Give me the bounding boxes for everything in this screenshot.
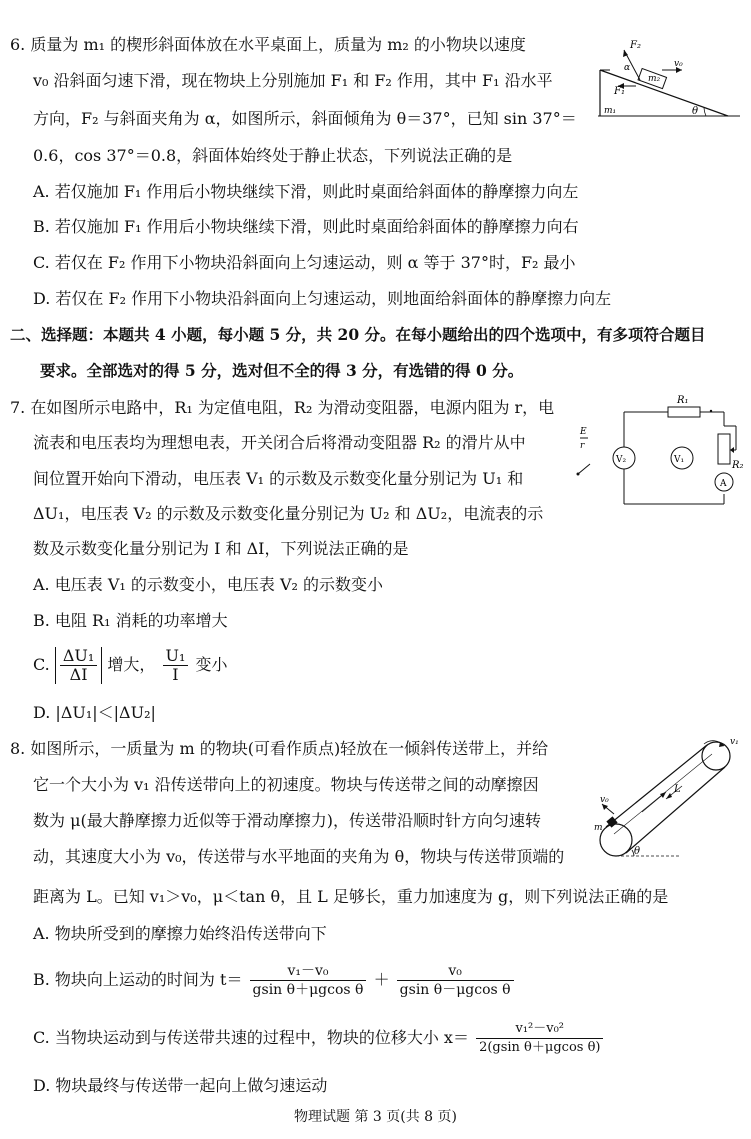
q6-option-a: A. 若仅施加 F₁ 作用后小物块继续下滑，则此时桌面给斜面体的静摩擦力向左 — [33, 182, 579, 201]
q8-stem-line-1: 8. 如图所示，一质量为 m 的物块(可看作质点)轻放在一倾斜传送带上，并给 — [10, 739, 549, 758]
q7-stem-line-4: ΔU₁，电压表 V₂ 的示数及示数变化量分别记为 U₂ 和 ΔU₂，电流表的示 — [33, 504, 544, 523]
section-2-heading-line-1: 二、选择题：本题共 4 小题，每小题 5 分，共 20 分。在每小题给出的四个选项中，有多项符合题目 — [10, 325, 706, 344]
q7-c-frac1-den: ΔI — [69, 665, 88, 684]
q7-stem-line-5: 数及示数变化量分别记为 I 和 ΔI，下列说法正确的是 — [33, 539, 409, 558]
fig-label-v2: V₂ — [616, 455, 627, 465]
q8-option-c-prefix: C. 当物块运动到与传送带共速的过程中，物块的位移大小 x＝ — [33, 1028, 469, 1047]
q7-stem-line-1: 7. 在如图所示电路中，R₁ 为定值电阻，R₂ 为滑动变阻器，电源内阻为 r，电 — [10, 398, 555, 417]
q8-option-b-plus: ＋ — [373, 970, 390, 989]
q8-stem-line-2: 它一个大小为 v₁ 沿传送带向上的初速度。物块与传送带之间的动摩擦因 — [33, 775, 539, 794]
q8-stem-line-4: 动，其速度大小为 v₀，传送带与水平地面的夹角为 θ，物块与传送带顶端的 — [33, 847, 565, 866]
fig-label-ammeter: A — [720, 479, 727, 489]
fig-label-e: E — [580, 427, 587, 437]
q8-option-b-prefix: B. 物块向上运动的时间为 t＝ — [33, 970, 243, 989]
fig-label-v0: v₀ — [600, 795, 609, 805]
q8-b-frac2-num: v₀ — [397, 962, 514, 981]
q6-option-c: C. 若仅在 F₂ 作用下小物块沿斜面向上匀速运动，则 α 等于 37°时，F₂ 最小 — [33, 253, 576, 272]
page-footer: 物理试题 第 3 页(共 8 页) — [294, 1109, 457, 1125]
q8-stem-line-3: 数为 μ(最大静摩擦力近似等于滑动摩擦力)，传送带沿顺时针方向匀速转 — [33, 811, 541, 830]
fig-label-l: L — [674, 784, 681, 795]
q6-option-d: D. 若仅在 F₂ 作用下小物块沿斜面向上匀速运动，则地面给斜面体的静摩擦力向左 — [33, 289, 612, 308]
q8-stem-line-5: 距离为 L。已知 v₁＞v₀，μ＜tan θ，且 L 足够长，重力加速度为 g，则下列说法正确的是 — [33, 887, 669, 906]
q7-c-frac2-den: I — [172, 665, 179, 684]
q7-c-frac2-num: U₁ — [163, 647, 189, 666]
q8-b-frac1-num: v₁－v₀ — [250, 962, 367, 981]
fig-label-m: m — [594, 823, 603, 833]
q7-option-b: B. 电阻 R₁ 消耗的功率增大 — [33, 611, 228, 630]
q7-option-a: A. 电压表 V₁ 的示数变小，电压表 V₂ 的示数变小 — [33, 575, 384, 594]
fig-label-theta: θ — [634, 846, 641, 857]
q7-option-c-mid: 增大， — [107, 655, 156, 674]
fig-label-v0: v₀ — [674, 59, 683, 69]
fig-label-f2: F₂ — [630, 40, 641, 51]
q8-option-a: A. 物块所受到的摩擦力始终沿传送带向下 — [33, 924, 327, 943]
fig-label-r: r — [580, 441, 585, 451]
q7-stem-line-2: 流表和电压表均为理想电表，开关闭合后将滑动变阻器 R₂ 的滑片从中 — [33, 433, 526, 452]
q7-circuit-figure — [574, 390, 746, 508]
section-2-heading-line-2: 要求。全部选对的得 5 分，选对但不全的得 3 分，有选错的得 0 分。 — [40, 361, 524, 380]
q7-option-c — [33, 645, 228, 685]
fig-label-m1: m₁ — [604, 106, 617, 116]
q8-c-frac-num: v₁²－v₀² — [476, 1020, 603, 1039]
q6-incline-figure — [588, 36, 744, 128]
q7-stem-line-3: 间位置开始向下滑动，电压表 V₁ 的示数及示数变化量分别记为 U₁ 和 — [33, 469, 524, 488]
fig-label-r2: R₂ — [732, 460, 744, 471]
q8-option-b — [33, 960, 516, 1000]
q8-b-frac2-den: gsin θ－μgcos θ — [399, 982, 511, 998]
fig-label-v1: v₁ — [730, 737, 739, 747]
q7-option-c-prefix: C. — [33, 655, 50, 674]
q6-stem-line-1: 6. 质量为 m₁ 的楔形斜面体放在水平桌面上，质量为 m₂ 的小物块以速度 — [10, 35, 526, 54]
q8-c-frac-den: 2(gsin θ＋μgcos θ) — [479, 1040, 601, 1055]
q6-option-b: B. 若仅施加 F₁ 作用后小物块继续下滑，则此时桌面给斜面体的静摩擦力向右 — [33, 217, 579, 236]
fig-label-r1: R₁ — [677, 395, 689, 406]
fig-label-theta: θ — [692, 106, 699, 117]
fig-label-m2: m₂ — [648, 74, 661, 84]
fig-label-alpha: α — [624, 63, 631, 73]
q8-conveyor-figure — [586, 734, 746, 866]
fig-label-f1: F₁ — [614, 86, 625, 97]
q8-option-c — [33, 1018, 605, 1058]
q7-c-frac1-num: ΔU₁ — [60, 647, 97, 666]
q8-b-frac1-den: gsin θ＋μgcos θ — [252, 982, 364, 998]
q6-stem-line-3: 方向，F₂ 与斜面夹角为 α，如图所示，斜面倾角为 θ＝37°，已知 sin 37°＝ — [33, 109, 577, 128]
fig-label-v1: V₁ — [674, 455, 685, 465]
q8-option-d: D. 物块最终与传送带一起向上做匀速运动 — [33, 1076, 328, 1095]
q7-option-d: D. |ΔU₁|＜|ΔU₂| — [33, 703, 156, 722]
q6-stem-line-4: 0.6，cos 37°＝0.8，斜面体始终处于静止状态，下列说法正确的是 — [33, 146, 513, 165]
q6-stem-line-2: v₀ 沿斜面匀速下滑，现在物块上分别施加 F₁ 和 F₂ 作用，其中 F₁ 沿水平 — [33, 71, 553, 90]
q7-option-c-suffix: 变小 — [195, 655, 228, 674]
